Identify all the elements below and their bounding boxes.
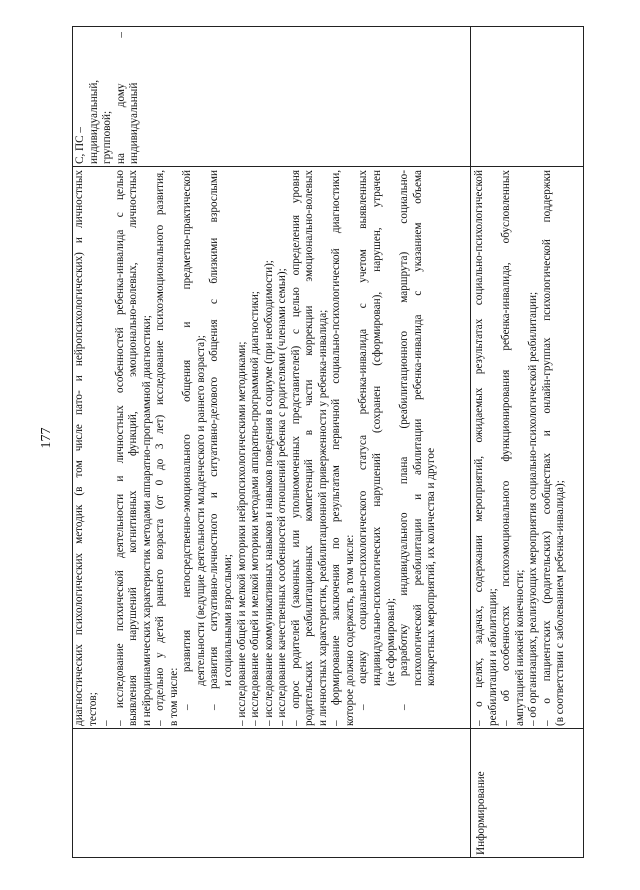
table-border-bottom xyxy=(583,26,584,858)
text-line: – разработку индивидуального плана (реабилитационного маршрута) социально- xyxy=(398,170,411,710)
row2-section-label: Информирование xyxy=(475,771,487,855)
text-line: – исследование качественных особенностей отношений ребенка с родителями (членами семьи); xyxy=(276,268,289,726)
text-line: диагностических психологических методик (в том числе пато- и нейропсихологических) и личностных xyxy=(73,170,85,726)
text-line: и социальными взрослыми; xyxy=(222,554,235,686)
page-number: 177 xyxy=(39,427,54,449)
text-line: конкретных мероприятий, их количества и другое xyxy=(425,447,438,686)
text-line: – о целях, задачах, содержании мероприятий, ожидаемых результатах социально-психологической xyxy=(473,170,485,726)
form-line: С, ПС – xyxy=(74,127,86,164)
column-divider-1 xyxy=(72,728,584,729)
row2-section-cell xyxy=(474,731,580,855)
table-border-left xyxy=(72,857,584,858)
text-line: – формирование заключения по результатам первичной социально-психологической диагностики, xyxy=(330,170,343,726)
text-line: тестов; xyxy=(86,692,99,726)
text-line: – о пациентских (родительских) сообществах и онлайн-группах психологической поддержки xyxy=(540,170,553,726)
row1-section-cell xyxy=(74,731,468,855)
text-line: – развития непосредственно-эмоционального общения и предметно-практической xyxy=(181,170,194,710)
row1-content-cell xyxy=(73,170,469,726)
text-line: – оценку социально-психологического статуса ребенка-инвалида с учетом выявленных xyxy=(357,170,370,710)
text-line: в том числе: xyxy=(167,667,180,726)
row1-form-cell xyxy=(74,32,468,164)
text-line: – исследование коммуникативных навыков и навыков поведения в социуме (при необходимости); xyxy=(262,260,275,726)
text-line: – исследование психической деятельности и личностных особенностей ребенка-инвалида с целью xyxy=(113,170,126,726)
text-line: – развития ситуативно-личностного и ситуативно-делового общения с близкими взрослыми xyxy=(208,170,221,710)
text-line: деятельности (ведущие деятельности младенческого и раннего возраста); xyxy=(194,335,207,686)
form-line: на дому – xyxy=(114,32,127,164)
column-divider-2 xyxy=(72,166,584,167)
text-line: (не сформирован); xyxy=(384,597,397,686)
text-line: – опрос родителей (законных или уполномоченных представителей) с целью определения уровня xyxy=(289,170,302,726)
text-line: и нейродинамических характеристик методами аппаратно-программной диагностики; xyxy=(140,315,153,726)
form-line: индивидуальный xyxy=(128,82,141,164)
text-line: – исследование общей и мелкой моторики методами аппаратно-программной диагностики; xyxy=(249,291,262,726)
row-divider xyxy=(470,26,471,858)
text-line: – об организациях, реализующих мероприятия социально-психологической реабилитации; xyxy=(527,291,540,726)
text-line: выявления нарушений когнитивных функций, эмоционально-волевых, личностных xyxy=(127,170,140,726)
rehab-table xyxy=(72,26,584,858)
text-line: индивидуально-психологических нарушений (сохранен (сформирован), нарушен, утрачен xyxy=(371,170,384,686)
text-line: – об особенностях психоэмоционального функционирования ребенка-инвалида, обусловленных xyxy=(500,170,513,726)
text-line: которое должно содержать, в том числе: xyxy=(343,534,356,726)
text-line: ампутацией нижней конечности; xyxy=(513,569,526,726)
form-line: индивидуальный, xyxy=(87,79,100,164)
text-line: и личностных характеристик, реабилитационной приверженности у ребенка-инвалида; xyxy=(316,309,329,726)
table-border-right xyxy=(72,26,584,27)
rotated-table-area xyxy=(72,26,584,858)
row2-form-cell xyxy=(474,32,580,164)
text-line: – отдельно у детей раннего возраста (от 0 до 3 лет) исследование психоэмоционального развития, xyxy=(154,170,167,726)
text-line: родительских реабилитационных компетенций в части коррекции эмоционально-волевых xyxy=(303,170,316,726)
form-line: групповой; xyxy=(101,110,114,164)
text-line: – xyxy=(100,720,113,726)
text-line: (в соответствии с заболеванием ребенка-инвалида); xyxy=(554,480,567,726)
text-line: – исследование общей и мелкой моторики нейропсихологическими методиками; xyxy=(235,341,248,726)
text-line: психологической реабилитации и абилитации ребенка-инвалида с указанием объема xyxy=(411,170,424,686)
text-line: реабилитации и абилитации; xyxy=(486,588,499,726)
row2-content-cell xyxy=(473,170,581,726)
